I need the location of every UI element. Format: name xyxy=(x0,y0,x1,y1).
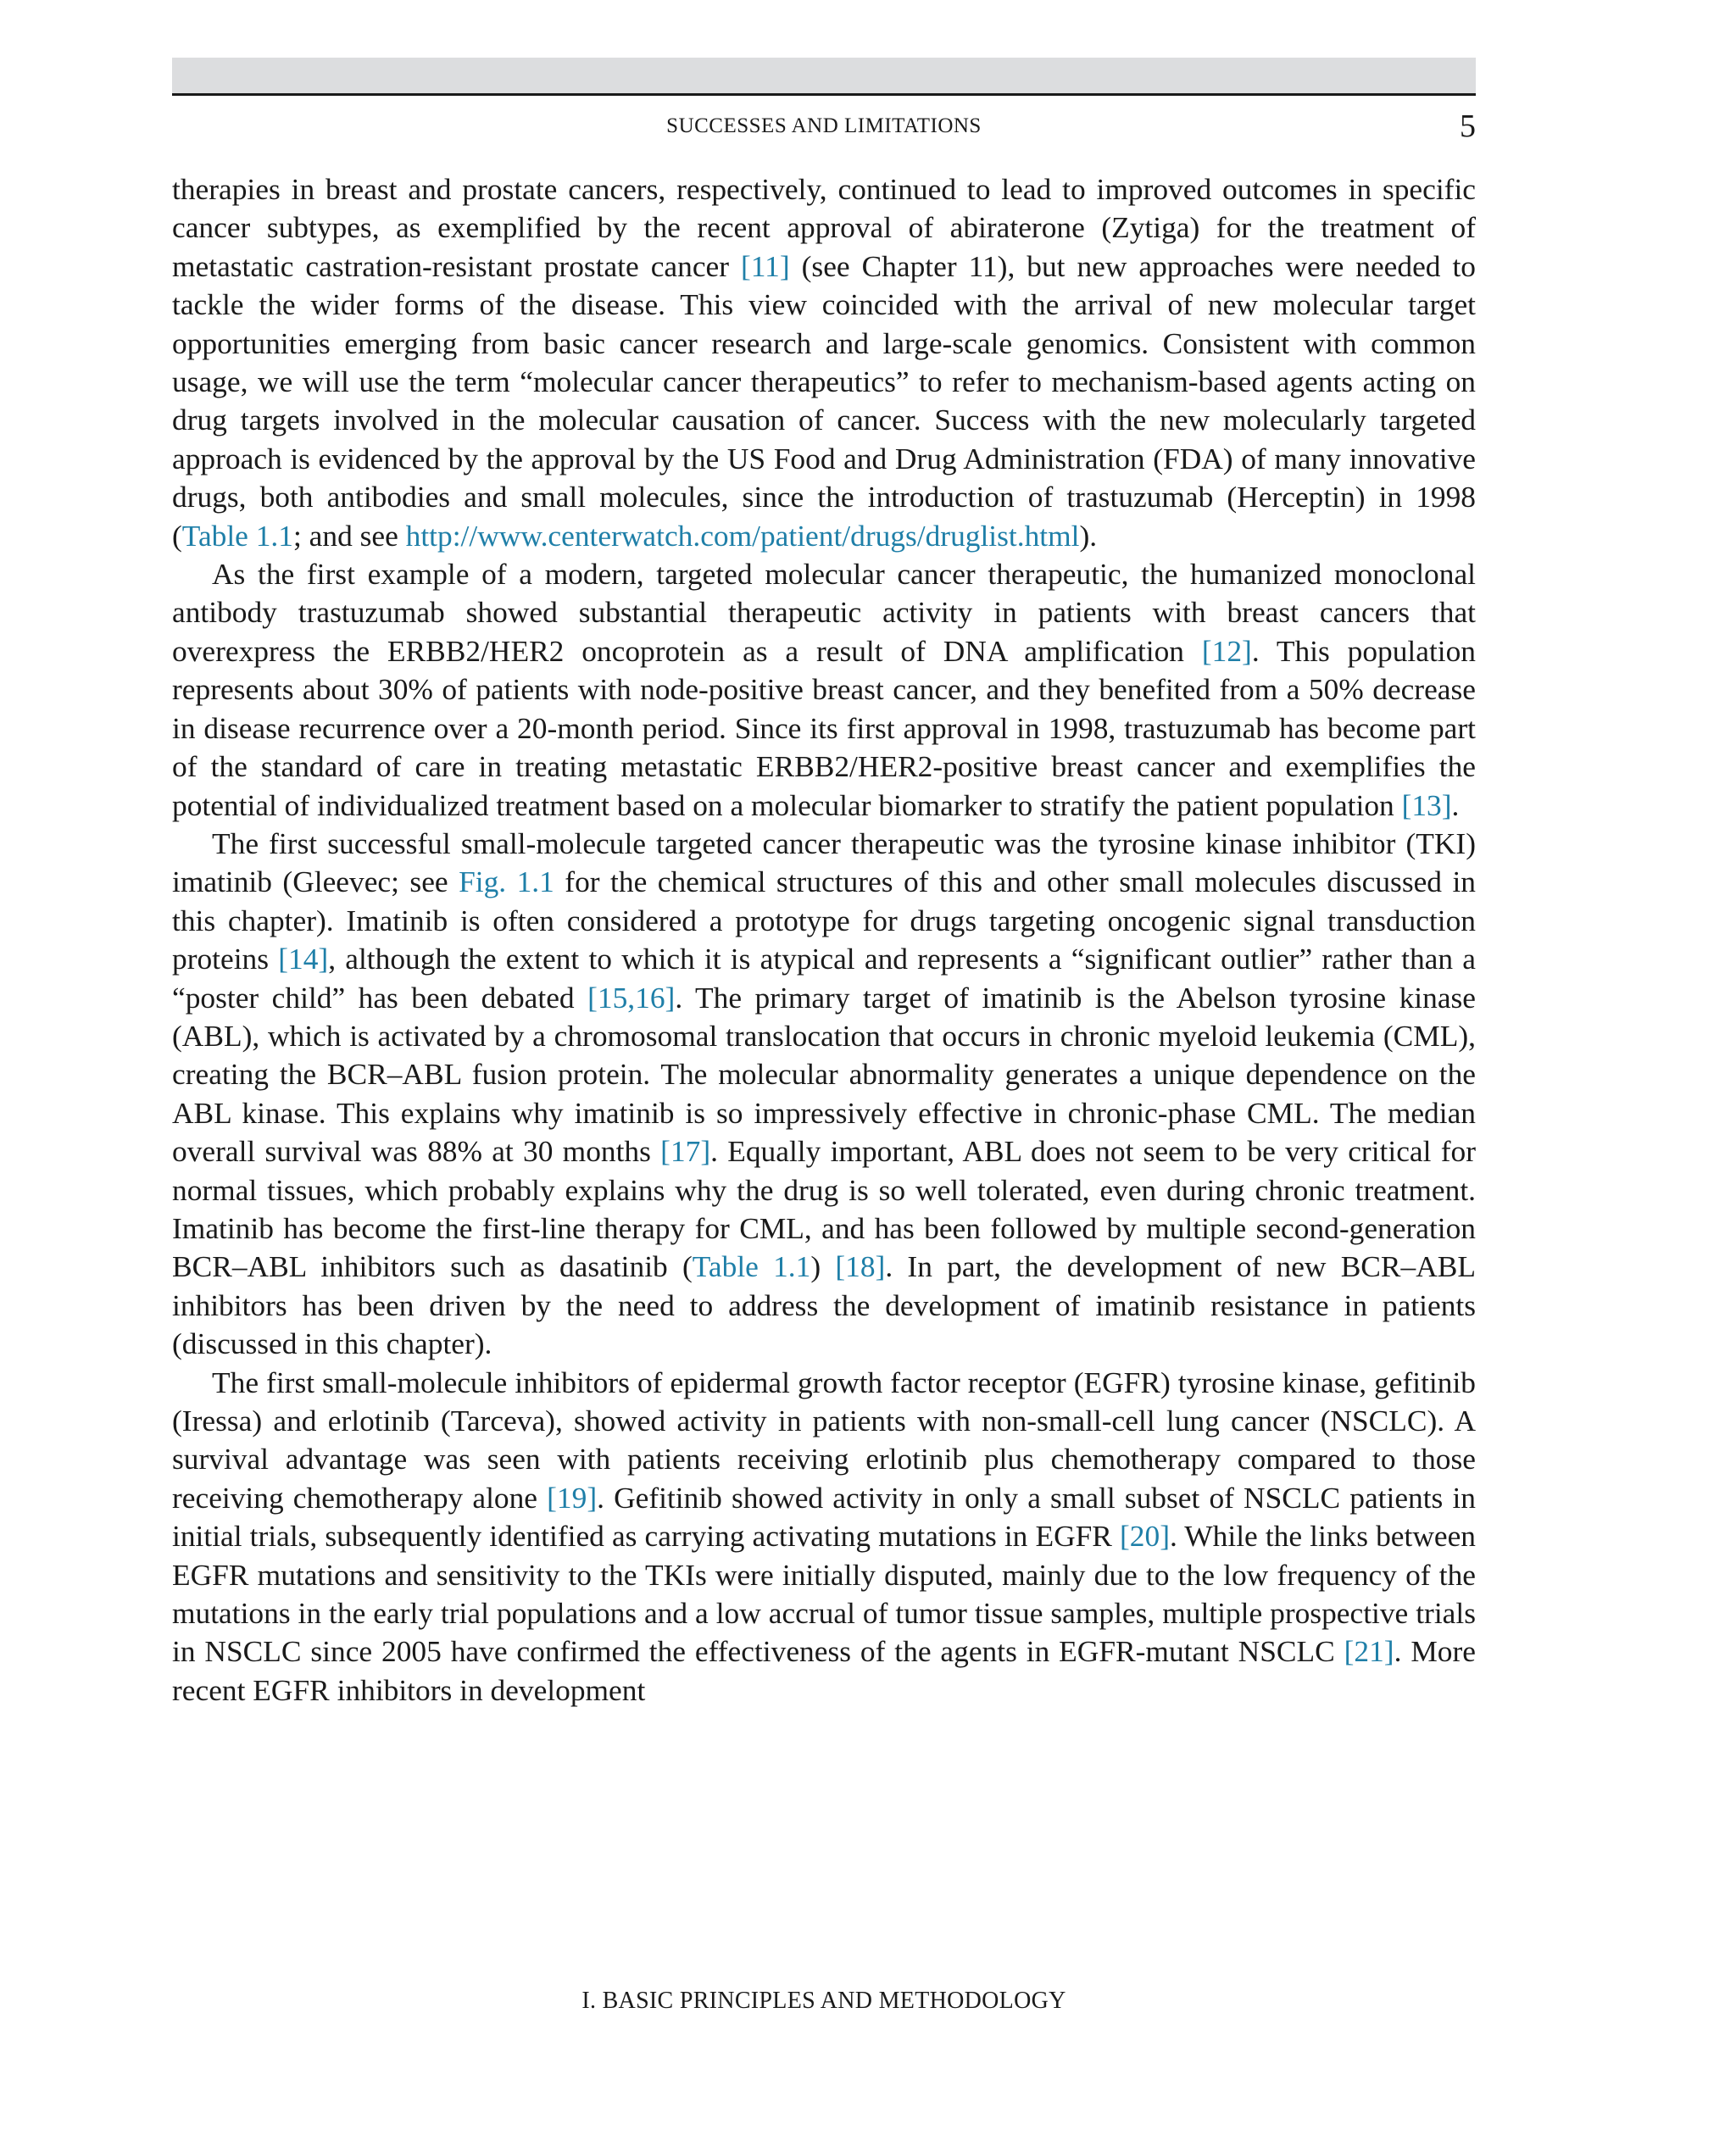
paragraph xyxy=(172,1364,1476,1710)
reference-link[interactable]: [17] xyxy=(660,1134,711,1169)
paragraph-text: The first small-molecule inhibitors of epidermal growth factor receptor (EGFR) tyrosine kinase, gefitinib (Iressa) and erlotinib (Tarceva), showed activity in patients with non-small-cell lung cancer (NSCLC). A survival advantage was seen with patients receiving erlotinib plus chemotherapy compared to those receiving chemotherapy alone xyxy=(172,1365,1476,1515)
paragraph-text: for the chemical structures of this and other small molecules discussed in this chapter). Imatinib is often considered a prototype for drugs targeting oncogenic signal transduction proteins xyxy=(172,865,1476,976)
running-title: SUCCESSES AND LIMITATIONS xyxy=(666,114,982,137)
reference-link[interactable]: [21] xyxy=(1344,1634,1394,1669)
reference-link[interactable]: Table 1.1 xyxy=(692,1249,811,1284)
paragraph-text: . Gefitinib showed activity in only a small subset of NSCLC patients in initial trials, subsequently identified as carrying activating mutations in EGFR xyxy=(172,1480,1476,1554)
part-footer: I. BASIC PRINCIPLES AND METHODOLOGY xyxy=(581,1988,1066,2014)
paragraph xyxy=(172,825,1476,1364)
reference-link[interactable]: [19] xyxy=(547,1480,598,1515)
paragraph-text: As the first example of a modern, targeted molecular cancer therapeutic, the humanized monoclonal antibody trastuzumab showed substantial therapeutic activity in patients with breast cancers that overexpress the ERBB2/HER2 oncoprotein as a result of DNA amplification xyxy=(172,557,1476,668)
reference-link[interactable]: Fig. 1.1 xyxy=(459,865,554,899)
paragraph-text: . xyxy=(1451,787,1460,822)
reference-link[interactable]: http://www.centerwatch.com/patient/drugs/druglist.​html xyxy=(405,518,1080,553)
paragraph-text: . While the links between EGFR mutations and sensitivity to the TKIs were initially disputed, mainly due to the low frequency of the mutations in the early trial populations and a low accrual of tumor tissue samples, multiple prospective trials in NSCLC since 2005 have confirmed the effectiveness of the agents in EGFR-mutant NSCLC xyxy=(172,1519,1476,1669)
paragraph-text: ; and see xyxy=(292,518,406,553)
paragraph-text: . More recent EGFR inhibitors in development xyxy=(172,1634,1476,1707)
reference-link[interactable]: Table 1.1 xyxy=(181,518,293,553)
reference-link[interactable]: [14] xyxy=(278,942,329,976)
paragraph-text: ). xyxy=(1079,518,1098,553)
header-band xyxy=(172,58,1476,96)
paragraph-text: . This population represents about 30% of patients with node-positive breast cancer, and they benefited from a 50% decrease in disease recurrence over a 20-month period. Since its first approval in 1998, trastuzumab has become part of the standard of care in treating metastatic ERBB2/HER2-positive breast cancer and exemplifies the potential of individualized treatment based on a molecular biomarker to stratify the patient population xyxy=(172,633,1476,822)
paragraph-text: (see Chapter 11), but new approaches were needed to tackle the wider forms of the disease. This view coincided with the arrival of new molecular target opportunities emerging from basic cancer research and large-scale genomics. Consistent with common usage, we will use the term “molecular cancer therapeutics” to refer to mechanism-based agents acting on drug targets involved in the molecular causation of cancer. Success with the new molecularly targeted approach is evidenced by the approval by the US Food and Drug Administration (FDA) of many innovative drugs, both antibodies and small molecules, since the introduction of trastuzumab (Herceptin) in 1998 ( xyxy=(172,248,1476,553)
page-number: 5 xyxy=(1460,108,1476,144)
reference-link[interactable]: [11] xyxy=(741,248,790,283)
reference-link[interactable]: [18] xyxy=(835,1249,886,1284)
paragraph-text: ) xyxy=(810,1249,836,1284)
paragraph xyxy=(172,555,1476,825)
reference-link[interactable]: [20] xyxy=(1120,1519,1170,1554)
paragraph-text: . In part, the development of new BCR–ABL inhibitors has been driven by the need to address the development of imatinib resistance in patients (discussed in this chapter). xyxy=(172,1249,1476,1361)
paragraph-text: , although the extent to which it is atypical and represents a “significant outlier” rather than a “poster child” has been debated xyxy=(172,942,1476,1015)
reference-link[interactable]: [12] xyxy=(1201,633,1252,668)
running-head xyxy=(172,108,1476,145)
reference-link[interactable]: [15,16] xyxy=(587,980,676,1015)
paragraph-text: The first successful small-molecule targeted cancer therapeutic was the tyrosine kinase inhibitor (TKI) imatinib (Gleevec; see xyxy=(172,826,1476,899)
paragraph-text: therapies in breast and prostate cancers, respectively, continued to lead to improved outcomes in specific cancer subtypes, as exemplified by the recent approval of abiraterone (Zytiga) for the treatment of metastatic castration-resistant prostate cancer xyxy=(172,172,1476,283)
paragraph xyxy=(172,170,1476,555)
body-text xyxy=(172,170,1476,1710)
reference-link[interactable]: [13] xyxy=(1401,787,1452,822)
paragraph-text: . Equally important, ABL does not seem to be very critical for normal tissues, which probably explains why the drug is so well tolerated, even during chronic treatment. Imatinib has become the first-line therapy for CML, and has been followed by multiple second-generation BCR–ABL inhibitors such as dasatinib ( xyxy=(172,1134,1476,1284)
paragraph-text: . The primary target of imatinib is the Abelson tyrosine kinase (ABL), which is activated by a chromosomal translocation that occurs in chronic myeloid leukemia (CML), creating the BCR–ABL fusion protein. The molecular abnormality generates a unique dependence on the ABL kinase. This explains why imatinib is so impressively effective in chronic-phase CML. The median overall survival was 88% at 30 months xyxy=(172,980,1477,1169)
